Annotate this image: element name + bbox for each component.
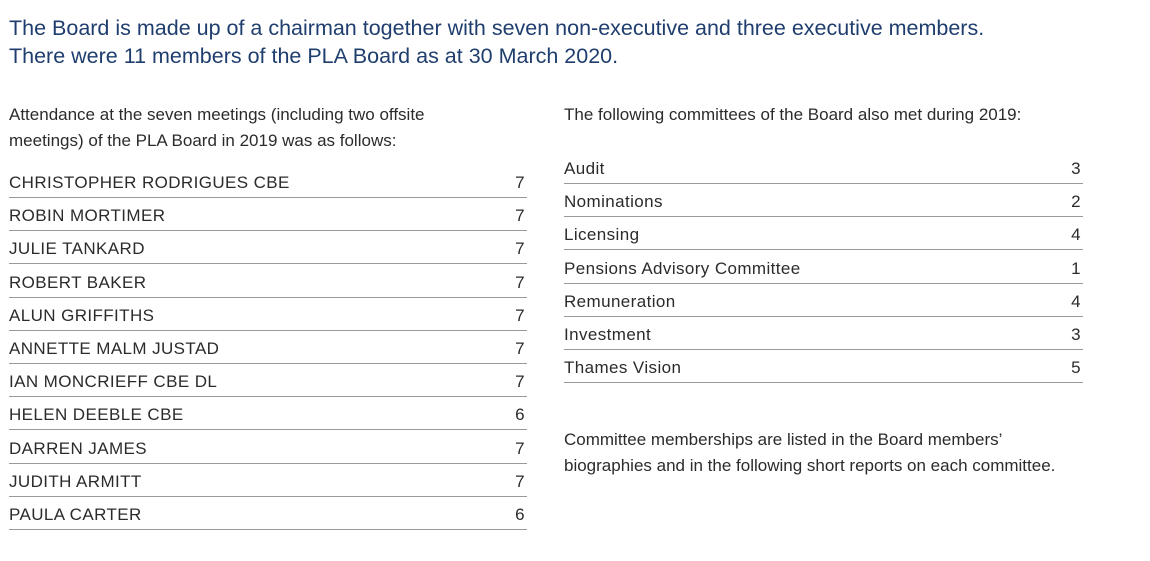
- intro-heading: [9, 14, 1129, 70]
- table-row: [9, 498, 527, 530]
- member-name: ALUN GRIFFITHS: [9, 305, 155, 325]
- attendance-intro: [9, 102, 527, 154]
- meetings-attended: 7: [515, 372, 525, 392]
- committees-note: [564, 427, 1083, 479]
- meetings-attended: 7: [515, 471, 525, 491]
- table-row: [564, 218, 1083, 250]
- intro-line-2: There were 11 members of the PLA Board as at 30 March 2020.: [9, 44, 619, 68]
- table-row: [9, 332, 527, 364]
- meetings-attended: 6: [515, 504, 525, 524]
- member-name: CHRISTOPHER RODRIGUES CBE: [9, 173, 290, 192]
- committees-table: [564, 152, 1083, 383]
- meetings-attended: 7: [515, 239, 525, 259]
- member-name: PAULA CARTER: [9, 504, 142, 524]
- meetings-attended: 6: [515, 405, 525, 425]
- committee-meetings: 4: [1071, 225, 1081, 245]
- committee-meetings: 4: [1071, 291, 1081, 311]
- table-row: [9, 432, 527, 464]
- member-name: JUDITH ARMITT: [9, 471, 142, 491]
- meetings-attended: 7: [515, 438, 525, 458]
- table-row: [564, 185, 1083, 217]
- table-row: [9, 299, 527, 331]
- member-name: ANNETTE MALM JUSTAD: [9, 338, 220, 358]
- meetings-attended: 7: [515, 206, 525, 226]
- table-row: [9, 266, 527, 298]
- meetings-attended: 7: [515, 305, 525, 325]
- committees-intro: [564, 102, 1083, 128]
- table-row: [9, 365, 527, 397]
- member-name: DARREN JAMES: [9, 438, 147, 458]
- member-name: HELEN DEEBLE CBE: [9, 405, 184, 425]
- committee-name: Remuneration: [564, 291, 676, 311]
- table-row: [9, 199, 527, 231]
- committees-note-line-2: biographies and in the following short reports on each committee.: [564, 456, 1056, 476]
- member-name: IAN MONCRIEFF CBE DL: [9, 372, 218, 392]
- table-row: [9, 232, 527, 264]
- committee-meetings: 3: [1071, 159, 1081, 178]
- attendance-intro-line-2: meetings) of the PLA Board in 2019 was as follows:: [9, 131, 397, 150]
- intro-line-1: The Board is made up of a chairman together with seven non-executive and three executive members.: [9, 16, 985, 40]
- table-row: [9, 398, 527, 430]
- meetings-attended: 7: [515, 338, 525, 358]
- committee-meetings: 5: [1071, 358, 1081, 378]
- table-row: [564, 318, 1083, 350]
- table-row: [564, 252, 1083, 284]
- meetings-attended: 7: [515, 272, 525, 292]
- committee-name: Investment: [564, 324, 652, 344]
- attendance-table: [9, 166, 527, 530]
- attendance-section: [9, 102, 527, 530]
- table-row: [564, 285, 1083, 317]
- committee-name: Thames Vision: [564, 358, 682, 378]
- committee-name: Licensing: [564, 225, 640, 245]
- table-row: [9, 166, 527, 198]
- committee-meetings: 3: [1071, 324, 1081, 344]
- committee-name: Audit: [564, 159, 605, 178]
- member-name: JULIE TANKARD: [9, 239, 145, 259]
- attendance-intro-line-1: Attendance at the seven meetings (including two offsite: [9, 105, 425, 124]
- committee-meetings: 2: [1071, 192, 1081, 212]
- committee-name: Pensions Advisory Committee: [564, 258, 801, 278]
- table-row: [9, 465, 527, 497]
- committee-meetings: 1: [1071, 258, 1081, 278]
- member-name: ROBIN MORTIMER: [9, 206, 166, 226]
- committees-section: [564, 102, 1083, 479]
- committees-note-line-1: Committee memberships are listed in the Board members’: [564, 430, 1003, 450]
- committees-intro-line: The following committees of the Board also met during 2019:: [564, 105, 1022, 124]
- table-row: [564, 152, 1083, 184]
- committee-name: Nominations: [564, 192, 663, 212]
- member-name: ROBERT BAKER: [9, 272, 147, 292]
- meetings-attended: 7: [515, 173, 525, 192]
- table-row: [564, 351, 1083, 383]
